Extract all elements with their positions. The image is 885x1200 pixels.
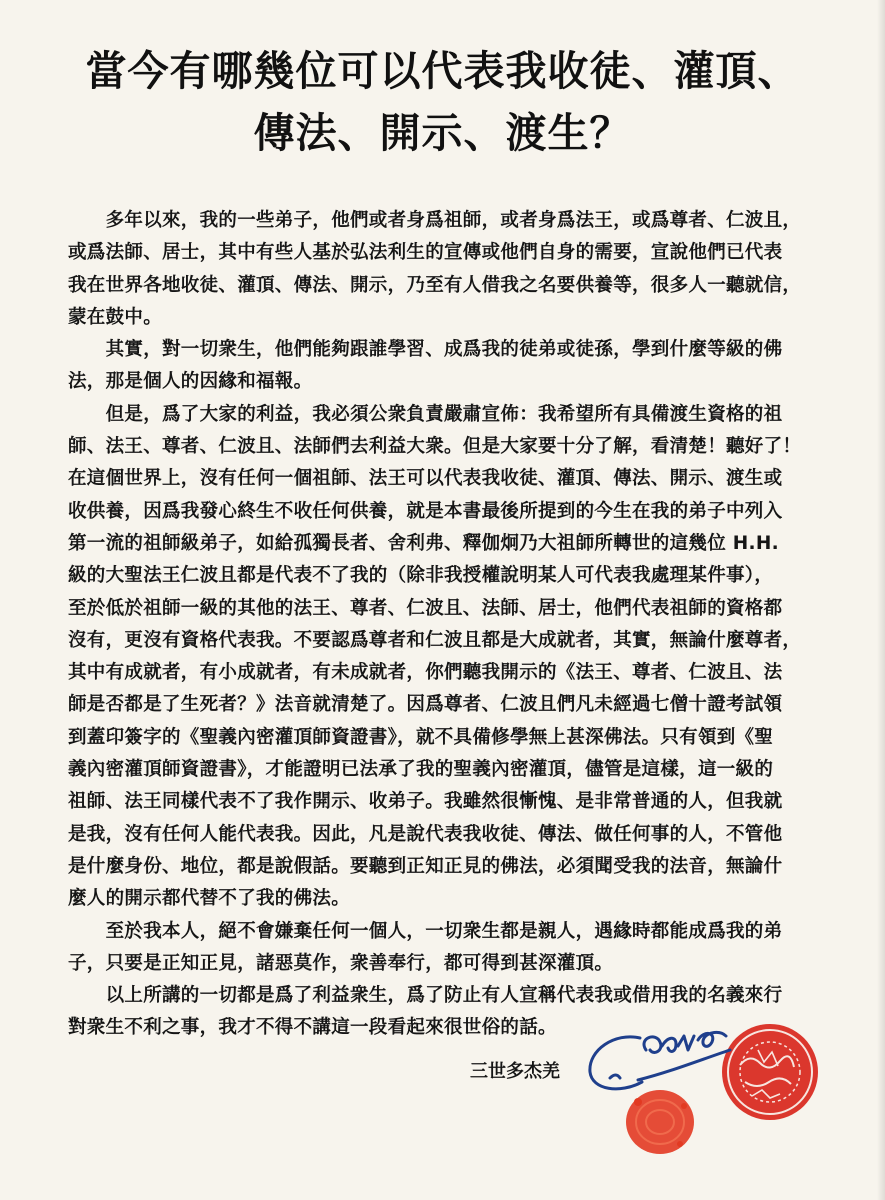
page-edge-shadow xyxy=(877,0,885,1200)
round-seal-icon xyxy=(722,1024,818,1120)
paragraph-4: 至於我本人，絕不會嫌棄任何一個人，一切衆生都是親人，遇緣時都能成爲我的弟 子，只要是正知正見，諸惡莫作，衆善奉行，都可得到甚深灌頂。 xyxy=(68,920,783,974)
title-line-1: 當今有哪幾位可以代表我收徒、灌頂、 xyxy=(85,47,800,95)
fingerprint-seal-icon xyxy=(626,1090,694,1154)
handwritten-signature-icon xyxy=(590,1032,730,1088)
document-body xyxy=(68,205,824,1045)
document-title xyxy=(70,40,815,164)
title-line-2: 傳法、開示、渡生？ xyxy=(253,109,632,157)
paragraph-1: 多年以來，我的一些弟子，他們或者身爲祖師，或者身爲法王，或爲尊者、仁波且， 或爲法師、居士，其中有些人基於弘法利生的宣傳或他們自身的需要，宣說他們已代表 我在世界各地收徒、灌頂、傳法、開示，乃至有人借我之名要供養等，很多人一聽就信， 蒙在鼓中。 xyxy=(68,210,802,328)
paragraph-3: 但是，爲了大家的利益，我必須公衆負責嚴肅宣佈：我希望所有具備渡生資格的祖 師、法王、尊者、仁波且、法師們去利益大衆。但是大家要十分了解，看清楚！聽好了！ 在這個世界上，沒有任何一個祖師、法王可以代表我收徒、灌頂、傳法、開示、渡生或 收供養，因爲我發心終生不收任何供養，就是本書最後所提到的今生在我的弟子中列入 第一流的祖師級弟子，如給孤獨長者、舍利弗、釋伽炯乃大祖師所轉世的這幾位 H.H. 級的大聖法王仁波且都是代表不了我的（除非我授權說明某人可代表我處理某件事）， 至於低於祖師一級的其他的法王、尊者、仁波且、法師、居士，他們代表祖師的資格都 沒有，更沒有資格代表我。不要認爲尊者和仁波且都是大成就者，其實，無論什麼尊者， 其中有成就者，有小成就者，有未成就者，你們聽我開示的《法王、尊者、仁波且、法 師是否都是了生死者？》法音就清楚了。因爲尊者、仁波且們凡未經過七僧十證考試領 到蓋印簽字的《聖義內密灌頂師資證書》，就不具備修學無上甚深佛法。只有領到《聖 義內密灌頂師資證書》，才能證明已法承了我的聖義內密灌頂，儘管是這樣，這一級的 祖師、法王同樣代表不了我作開示、收弟子。我雖然很慚愧、是非常普通的人，但我就 是我，沒有任何人能代表我。因此，凡是說代表我收徒、傳法、做任何事的人，不管他 是什麼身份、地位，都是說假話。要聽到正知正見的佛法，必須聞受我的法音，無論什 麼人的開示都代替不了我的佛法。 xyxy=(68,403,802,910)
signature-and-seals xyxy=(580,1010,830,1170)
paragraph-2: 其實，對一切衆生，他們能夠跟誰學習、成爲我的徒弟或徒孫，學到什麼等級的佛 法，那是個人的因緣和福報。 xyxy=(68,339,783,393)
signer-name: 三世多杰羌 xyxy=(470,1061,560,1082)
signature-block xyxy=(470,1010,830,1170)
paragraph-5: 以上所講的一切都是爲了利益衆生，爲了防止有人宣稱代表我或借用我的名義來行 對衆生不利之事，我才不得不講這一段看起來很世俗的話。 xyxy=(68,985,783,1039)
